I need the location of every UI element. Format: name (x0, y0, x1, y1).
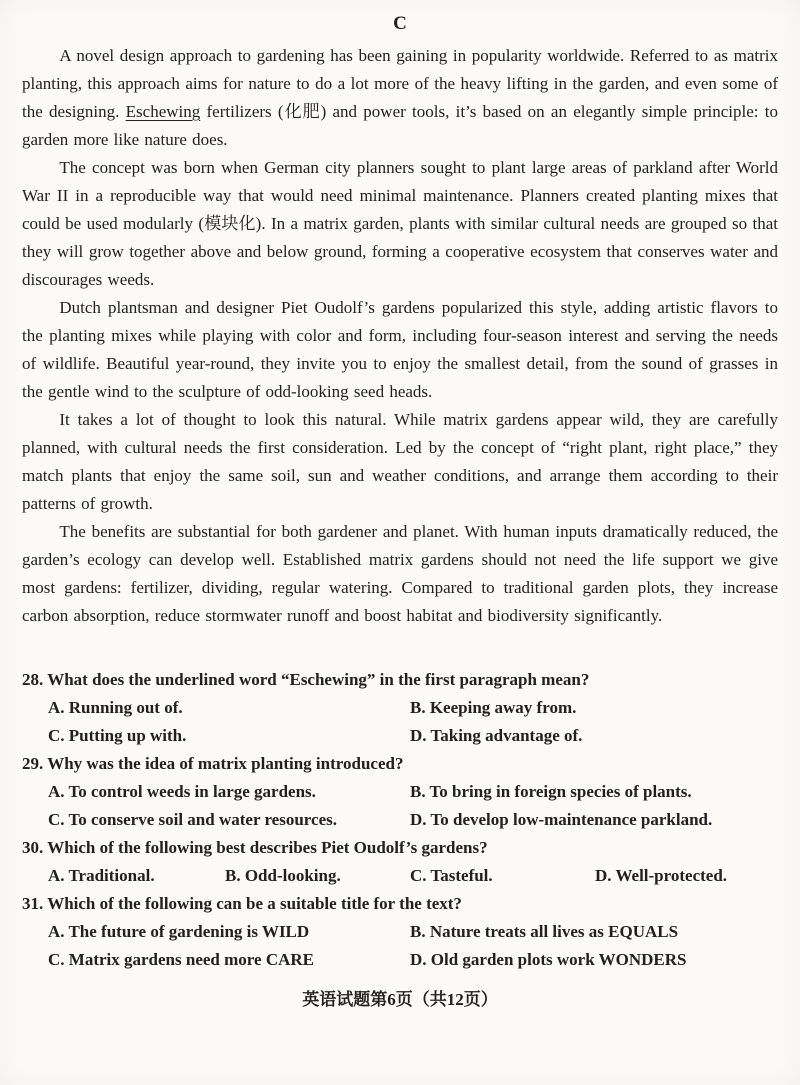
question-29-option-b: B. To bring in foreign species of plants. (410, 782, 692, 801)
question-29 (22, 750, 778, 834)
question-30-number: 30. (22, 838, 44, 857)
paragraph-5: The benefits are substantial for both gardener and planet. With human inputs dramatically reduced, the garden’s ecology can develop well. Established matrix gardens should not need the life support we give most gardens: fertilizer, dividing, regular watering. Compared to traditional garden plots, they increase carbon absorption, reduce stormwater runoff and boost habitat and biodiversity significantly. (22, 522, 778, 625)
question-29-text: Why was the idea of matrix planting introduced? (47, 754, 404, 773)
question-28-option-d: D. Taking advantage of. (410, 726, 583, 745)
paragraph-3: Dutch plantsman and designer Piet Oudolf’s gardens popularized this style, adding artistic flavors to the planting mixes while playing with color and form, including four-season interest and serving the needs of wildlife. Beautiful year-round, they invite you to enjoy the smallest detail, from the sound of grasses in the gentle wind to the sculpture of odd-looking seed heads. (22, 298, 778, 401)
question-28-option-a: A. Running out of. (48, 698, 183, 717)
question-31-option-d: D. Old garden plots work WONDERS (410, 950, 687, 969)
question-28-option-c: C. Putting up with. (48, 726, 187, 745)
question-29-option-c: C. To conserve soil and water resources. (48, 810, 337, 829)
question-31-option-a: A. The future of gardening is WILD (48, 922, 310, 941)
question-31-option-b: B. Nature treats all lives as EQUALS (410, 922, 679, 941)
question-28-number: 28. (22, 670, 44, 689)
question-30-stem (22, 834, 778, 862)
paragraph-4: It takes a lot of thought to look this natural. While matrix gardens appear wild, they are carefully planned, with cultural needs the first consideration. Led by the concept of “right plant, right place,” they match plants that enjoy the same soil, sun and weather conditions, and arrange them according to their patterns of growth. (22, 410, 778, 513)
question-30-option-c: C. Tasteful. (410, 866, 493, 885)
underlined-word: Eschewing (125, 102, 201, 121)
question-29-option-d: D. To develop low-maintenance parkland. (410, 810, 713, 829)
question-29-number: 29. (22, 754, 44, 773)
question-31-stem (22, 890, 778, 918)
question-28-options (22, 694, 778, 750)
question-28-option-b: B. Keeping away from. (410, 698, 577, 717)
question-30-option-a: A. Traditional. (48, 866, 155, 885)
question-30-option-b: B. Odd-looking. (225, 866, 341, 885)
paragraph-1 (22, 42, 778, 154)
question-28-text: What does the underlined word “Eschewing” in the first paragraph mean? (47, 670, 590, 689)
question-31-option-c: C. Matrix gardens need more CARE (48, 950, 314, 969)
reading-passage (22, 42, 778, 630)
paragraph-1-text-before: A novel design approach to gardening has been gaining in popularity worldwide. Referred to as matrix planting, this approach aims for nature to do a lot more of the heavy lifting in the garden, and even some of the designing. (22, 46, 778, 121)
question-28 (22, 666, 778, 750)
section-label: C (393, 13, 407, 34)
page-footer: 英语试题第6页（共12页） (302, 990, 498, 1009)
question-29-options (22, 778, 778, 834)
questions-section (22, 666, 778, 974)
paragraph-1-text-after: fertilizers (化肥) and power tools, it’s based on an elegantly simple principle: to garden more like nature does. (22, 102, 778, 149)
question-31 (22, 890, 778, 974)
question-31-options (22, 918, 778, 974)
question-29-stem (22, 750, 778, 778)
question-30-options (22, 862, 778, 890)
question-31-number: 31. (22, 894, 44, 913)
question-28-stem (22, 666, 778, 694)
question-30-option-d: D. Well-protected. (595, 866, 728, 885)
question-29-option-a: A. To control weeds in large gardens. (48, 782, 316, 801)
question-31-text: Which of the following can be a suitable title for the text? (47, 894, 462, 913)
question-30-text: Which of the following best describes Piet Oudolf’s gardens? (47, 838, 488, 857)
paragraph-2: The concept was born when German city planners sought to plant large areas of parkland after World War II in a reproducible way that would need minimal maintenance. Planners created planting mixes that could be used modularly (模块化). In a matrix garden, plants with similar cultural needs are grouped so that they will grow together above and below ground, forming a cooperative ecosystem that conserves water and discourages weeds. (22, 158, 778, 289)
question-30 (22, 834, 778, 890)
